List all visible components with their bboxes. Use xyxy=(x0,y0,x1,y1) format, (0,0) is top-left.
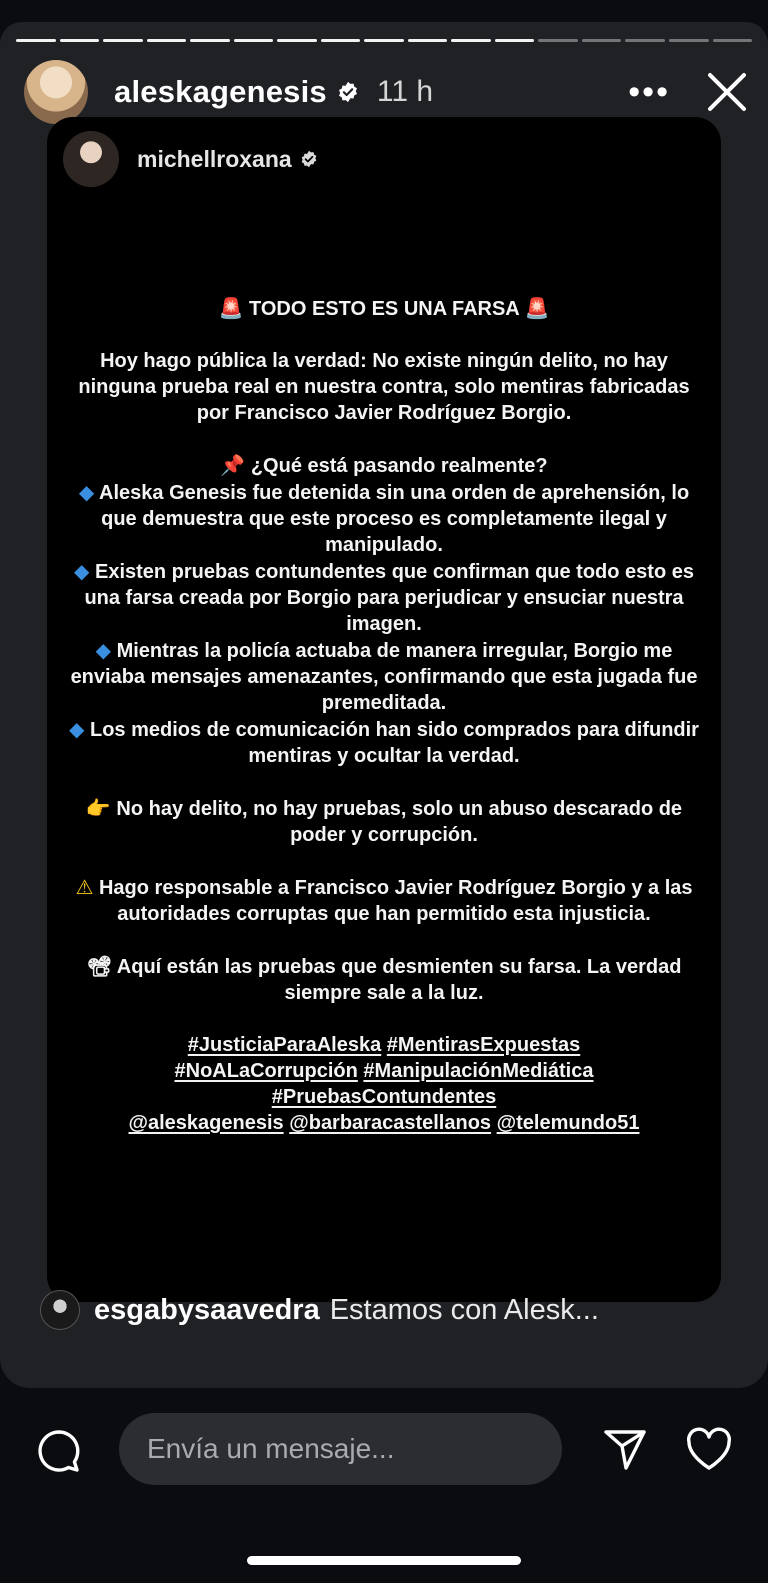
post-point: ◆ Aleska Genesis fue detenida sin una orden de aprehensión, lo que demuestra que este proceso es completamente ilegal y manipulado. xyxy=(78,480,690,556)
hashtag-link[interactable]: #ManipulaciónMediática xyxy=(363,1060,594,1082)
pointing-hand-icon: 👉 xyxy=(85,796,111,820)
progress-segment xyxy=(364,39,404,42)
story-username[interactable]: aleskagenesis xyxy=(114,74,327,109)
verified-badge-icon xyxy=(300,150,318,168)
progress-segment xyxy=(60,39,100,42)
home-indicator xyxy=(247,1556,521,1565)
mention-link[interactable]: @aleskagenesis xyxy=(128,1112,284,1134)
avatar[interactable] xyxy=(40,1290,80,1330)
blue-diamond-icon: ◆ xyxy=(78,480,95,504)
avatar[interactable] xyxy=(24,60,88,124)
post-intro: Hoy hago pública la verdad: No existe ningún delito, no hay ninguna prueba real en nuestra contra, solo mentiras fabricadas por Francisco Javier Rodríguez Borgio. xyxy=(78,350,690,424)
story-viewer[interactable] xyxy=(0,22,768,1388)
message-bubble-icon[interactable] xyxy=(36,1428,82,1474)
card-avatar[interactable] xyxy=(63,131,119,187)
mention-link[interactable]: @barbaracastellanos xyxy=(289,1112,492,1134)
progress-segment xyxy=(625,39,665,42)
shared-post-card[interactable] xyxy=(47,117,721,1302)
more-options-icon[interactable]: ••• xyxy=(628,73,670,111)
post-point: ◆ Los medios de comunicación han sido comprados para difundir mentiras y ocultar la verdad. xyxy=(69,717,699,767)
siren-icon: 🚨 xyxy=(524,296,550,320)
progress-segment xyxy=(408,39,448,42)
blue-diamond-icon: ◆ xyxy=(95,638,112,662)
post-responsible: ⚠ Hago responsable a Francisco Javier Rodríguez Borgio y a las autoridades corruptas que han permitido esta injusticia. xyxy=(75,875,693,925)
warning-icon: ⚠ xyxy=(75,875,94,899)
post-no-crime: 👉 No hay delito, no hay pruebas, solo un abuso descarado de poder y corrupción. xyxy=(85,796,683,846)
progress-segment xyxy=(147,39,187,42)
progress-segment xyxy=(321,39,361,42)
card-header xyxy=(63,131,318,187)
siren-icon: 🚨 xyxy=(218,296,244,320)
hashtag-link[interactable]: #PruebasContundentes xyxy=(271,1086,497,1108)
progress-segment xyxy=(538,39,578,42)
reply-text: Estamos con Alesk... xyxy=(329,1293,599,1326)
verified-badge-icon xyxy=(337,81,359,103)
progress-segment xyxy=(234,39,274,42)
card-username[interactable]: michellroxana xyxy=(137,145,292,172)
hashtag-link[interactable]: #JusticiaParaAleska xyxy=(187,1034,382,1056)
progress-segment xyxy=(103,39,143,42)
message-input[interactable] xyxy=(119,1413,562,1485)
progress-segment xyxy=(495,39,535,42)
story-header xyxy=(24,58,748,126)
post-text xyxy=(61,295,707,1136)
movie-camera-icon: 📽 xyxy=(86,954,112,978)
post-hashtags xyxy=(61,1032,707,1136)
progress-segment xyxy=(277,39,317,42)
message-composer xyxy=(0,1400,768,1500)
post-question: 📌 ¿Qué está pasando realmente? xyxy=(220,453,548,477)
hashtag-link[interactable]: #MentirasExpuestas xyxy=(386,1034,581,1056)
reply-preview[interactable] xyxy=(40,1290,599,1330)
reply-username[interactable]: esgabysaavedra xyxy=(94,1293,320,1326)
post-evidence: 📽 Aquí están las pruebas que desmienten su farsa. La verdad siempre sale a la luz. xyxy=(86,954,682,1004)
progress-segment xyxy=(16,39,56,42)
post-point: ◆ Mientras la policía actuaba de manera irregular, Borgio me enviaba mensajes amenazantes, confirmando que esta jugada fue premeditada. xyxy=(70,638,698,714)
send-icon[interactable] xyxy=(602,1426,648,1472)
blue-diamond-icon: ◆ xyxy=(74,559,90,583)
mention-link[interactable]: @telemundo51 xyxy=(496,1112,640,1134)
pushpin-icon: 📌 xyxy=(220,453,246,477)
story-progress-bar xyxy=(16,39,752,43)
progress-segment xyxy=(451,39,491,42)
post-title: 🚨 TODO ESTO ES UNA FARSA 🚨 xyxy=(218,296,550,320)
heart-icon[interactable] xyxy=(685,1426,733,1472)
progress-segment xyxy=(669,39,709,42)
progress-segment xyxy=(713,39,753,42)
story-timestamp: 11 h xyxy=(376,75,434,108)
post-point: ◆ Existen pruebas contundentes que confirman que todo esto es una farsa creada por Borgio para perjudicar y ensuciar nuestra imagen. xyxy=(74,559,694,635)
blue-diamond-icon: ◆ xyxy=(69,717,85,741)
close-icon[interactable] xyxy=(706,71,748,113)
progress-segment xyxy=(190,39,230,42)
progress-segment xyxy=(582,39,622,42)
hashtag-link[interactable]: #NoALaCorrupción xyxy=(174,1060,358,1082)
